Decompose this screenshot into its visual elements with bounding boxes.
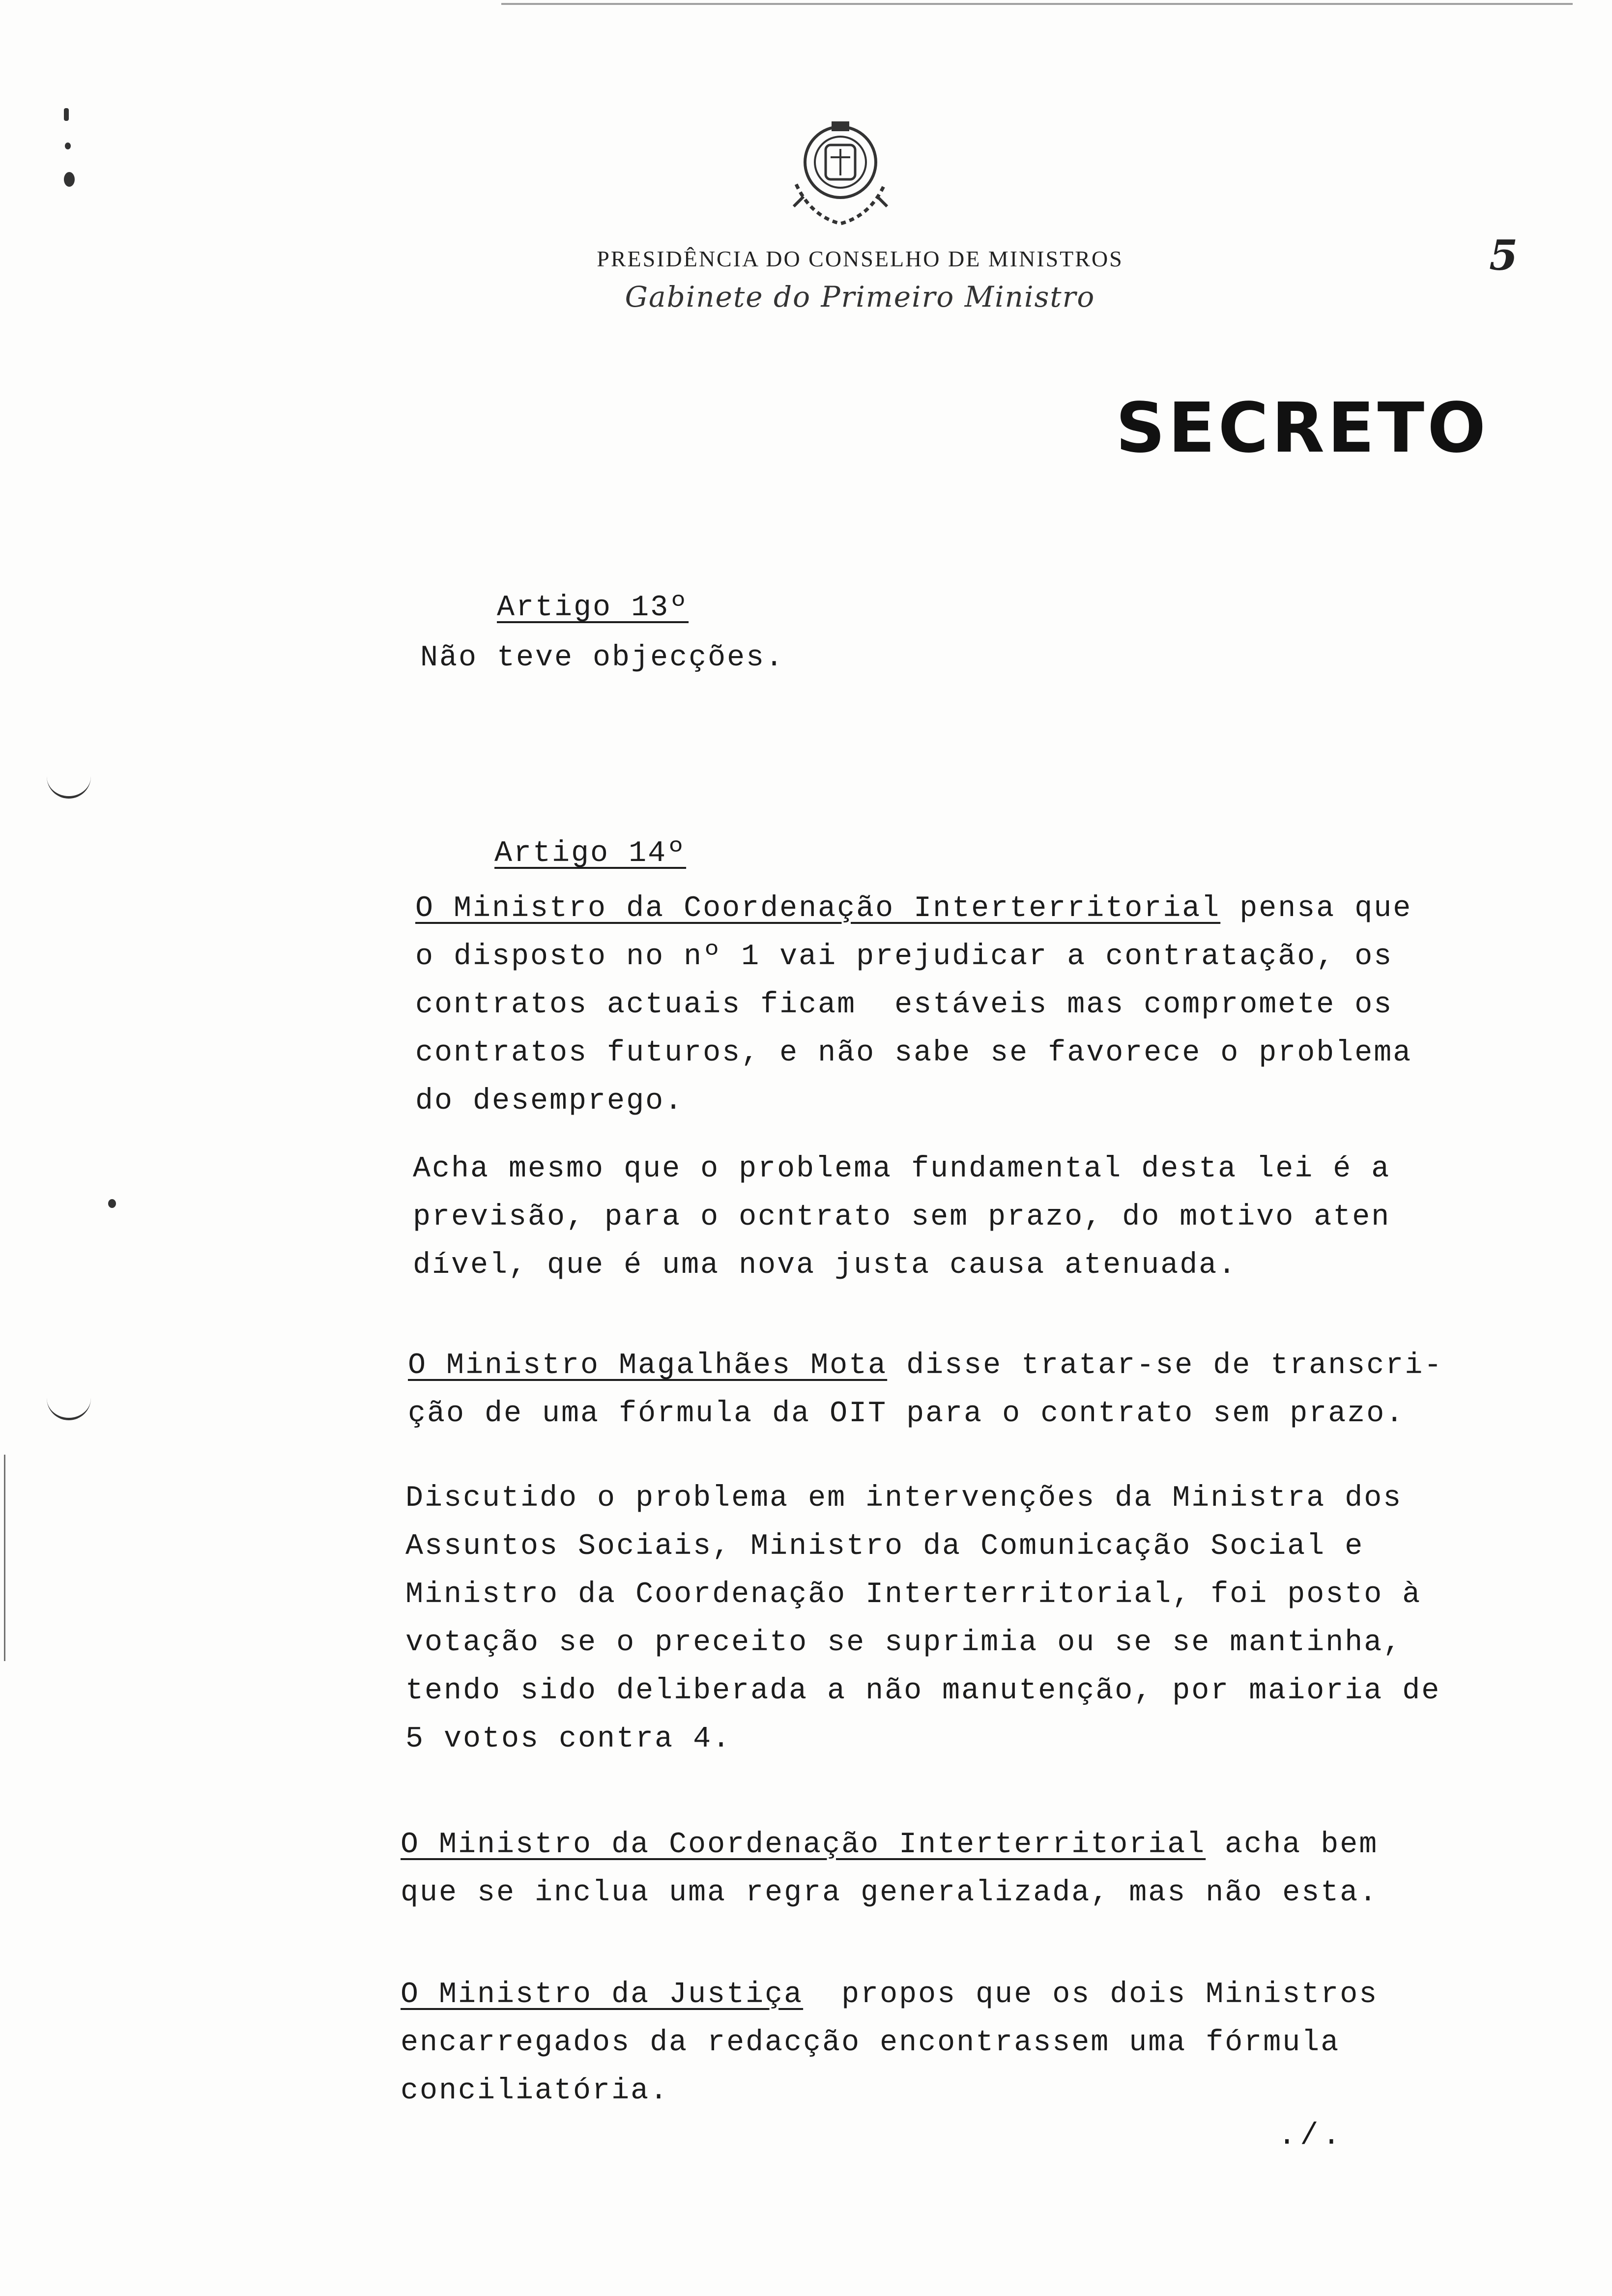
article-heading: Artigo 13º bbox=[497, 591, 689, 625]
speaker-name: O Ministro da Coordenação Interterritorial bbox=[415, 892, 1221, 925]
paragraph-1 bbox=[415, 885, 1412, 1125]
paragraph-2: Acha mesmo que o problema fundamental desta lei é a previsão, para o ocntrato sem prazo, do motivo aten dível, que é uma nova justa causa atenuada. bbox=[413, 1152, 1391, 1282]
office-subtitle: Gabinete do Primeiro Ministro bbox=[625, 280, 1095, 314]
paragraph-3 bbox=[408, 1342, 1443, 1438]
coat-of-arms-seal-icon bbox=[777, 111, 904, 233]
paragraph-text: disse tratar-se de transcri- bbox=[887, 1349, 1443, 1382]
paragraph-text: propos que os dois Ministros bbox=[803, 1978, 1379, 2011]
speaker-name: O Ministro da Justiça bbox=[401, 1978, 804, 2011]
scan-dot bbox=[64, 172, 75, 187]
classification-stamp: SECRETO bbox=[1116, 388, 1489, 468]
paragraph-text: pensa que bbox=[1220, 892, 1412, 925]
scan-dot bbox=[65, 143, 71, 149]
paragraph-text: encarregados da redacção encontrassem uma fórmula conciliatória. bbox=[401, 2026, 1340, 2108]
speaker-name: O Ministro da Coordenação Interterritorial bbox=[401, 1828, 1206, 1862]
paragraph-text: o disposto no nº 1 vai prejudicar a contratação, os contratos actuais ficam estáveis mas compromete os contratos futuros, e não sabe se favorece o problema do desemprego. bbox=[415, 940, 1412, 1118]
paragraph-text: que se inclua uma regra generalizada, mas não esta. bbox=[401, 1876, 1379, 1910]
article-heading: Artigo 14º bbox=[494, 837, 687, 870]
organization-title: PRESIDÊNCIA DO CONSELHO DE MINISTROS bbox=[597, 246, 1123, 271]
top-edge-rule bbox=[501, 3, 1573, 5]
continuation-mark: ./. bbox=[1278, 2118, 1345, 2153]
scan-dot bbox=[108, 1199, 116, 1208]
scan-dot bbox=[64, 108, 69, 121]
page-number: 5 bbox=[1489, 231, 1518, 280]
speaker-name: O Ministro Magalhães Mota bbox=[408, 1349, 888, 1382]
paragraph-text: acha bem bbox=[1206, 1828, 1379, 1862]
paragraph-6 bbox=[401, 1971, 1378, 2115]
paragraph-4: Discutido o problema em intervenções da Ministra dos Assuntos Sociais, Ministro da Comunicação Social e Ministro da Coordenação Interterritorial, foi posto à votação se o preceito se suprimia ou se se mantinha, tendo sido deliberada a não manutenção, por maioria de 5 votos contra 4. bbox=[405, 1482, 1441, 1756]
binder-hole-mark bbox=[47, 1398, 91, 1420]
paragraph-text: ção de uma fórmula da OIT para o contrato sem prazo. bbox=[408, 1397, 1405, 1431]
article-13-text: Não teve objecções. bbox=[420, 641, 785, 675]
binder-hole-mark bbox=[47, 776, 91, 799]
binder-edge-line bbox=[4, 1455, 5, 1661]
paragraph-5 bbox=[401, 1821, 1378, 1917]
